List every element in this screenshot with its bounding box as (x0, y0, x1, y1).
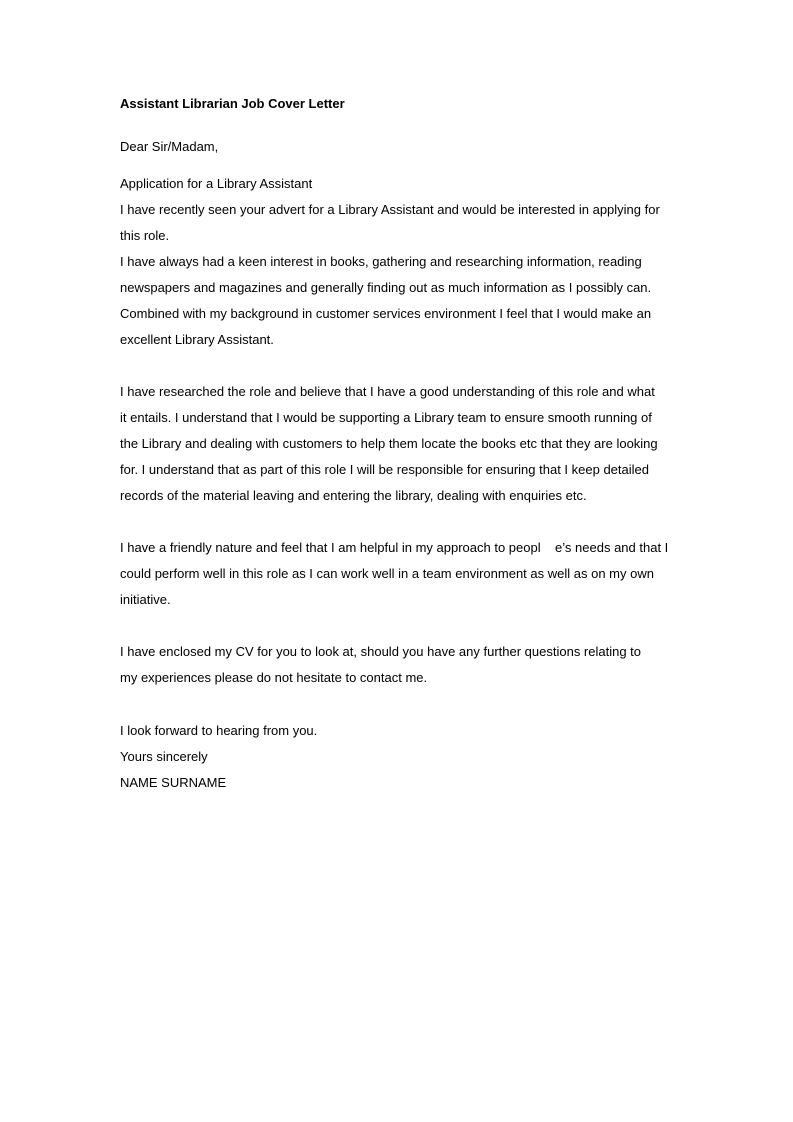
paragraph-line: I have always had a keen interest in books, gathering and researching information, reading (120, 254, 642, 269)
paragraph-line: this role. (120, 228, 170, 243)
closing-line: I look forward to hearing from you. (120, 723, 318, 738)
sign-off: Yours sincerely (120, 749, 208, 764)
paragraph-line: Combined with my background in customer services environment I feel that I would make an (120, 306, 652, 321)
paragraph-line: I have researched the role and believe that I have a good understanding of this role and what (120, 384, 655, 399)
paragraph-line: I have a friendly nature and feel that I am helpful in my approach to peopl e’s needs and that I (120, 540, 669, 555)
paragraph-line: newspapers and magazines and generally finding out as much information as I possibly can. (120, 280, 652, 295)
paragraph-line: I have recently seen your advert for a Library Assistant and would be interested in applying for (120, 202, 660, 217)
paragraph-line: excellent Library Assistant. (120, 332, 274, 347)
paragraph-line: could perform well in this role as I can work well in a team environment as well as on my own (120, 566, 654, 581)
document-title: Assistant Librarian Job Cover Letter (120, 96, 345, 111)
paragraph-line: records of the material leaving and entering the library, dealing with enquiries etc. (120, 488, 587, 503)
paragraph-line: my experiences please do not hesitate to contact me. (120, 670, 428, 685)
paragraph-line: initiative. (120, 592, 171, 607)
salutation: Dear Sir/Madam, (120, 139, 219, 154)
subject-line: Application for a Library Assistant (120, 176, 313, 191)
paragraph-line: it entails. I understand that I would be supporting a Library team to ensure smooth running of (120, 410, 652, 425)
signature-name: NAME SURNAME (120, 775, 227, 790)
paragraph-line: the Library and dealing with customers to help them locate the books etc that they are looking (120, 436, 658, 451)
paragraph-line: I have enclosed my CV for you to look at, should you have any further questions relating to (120, 644, 642, 659)
paragraph-line: for. I understand that as part of this role I will be responsible for ensuring that I keep detailed (120, 462, 649, 477)
